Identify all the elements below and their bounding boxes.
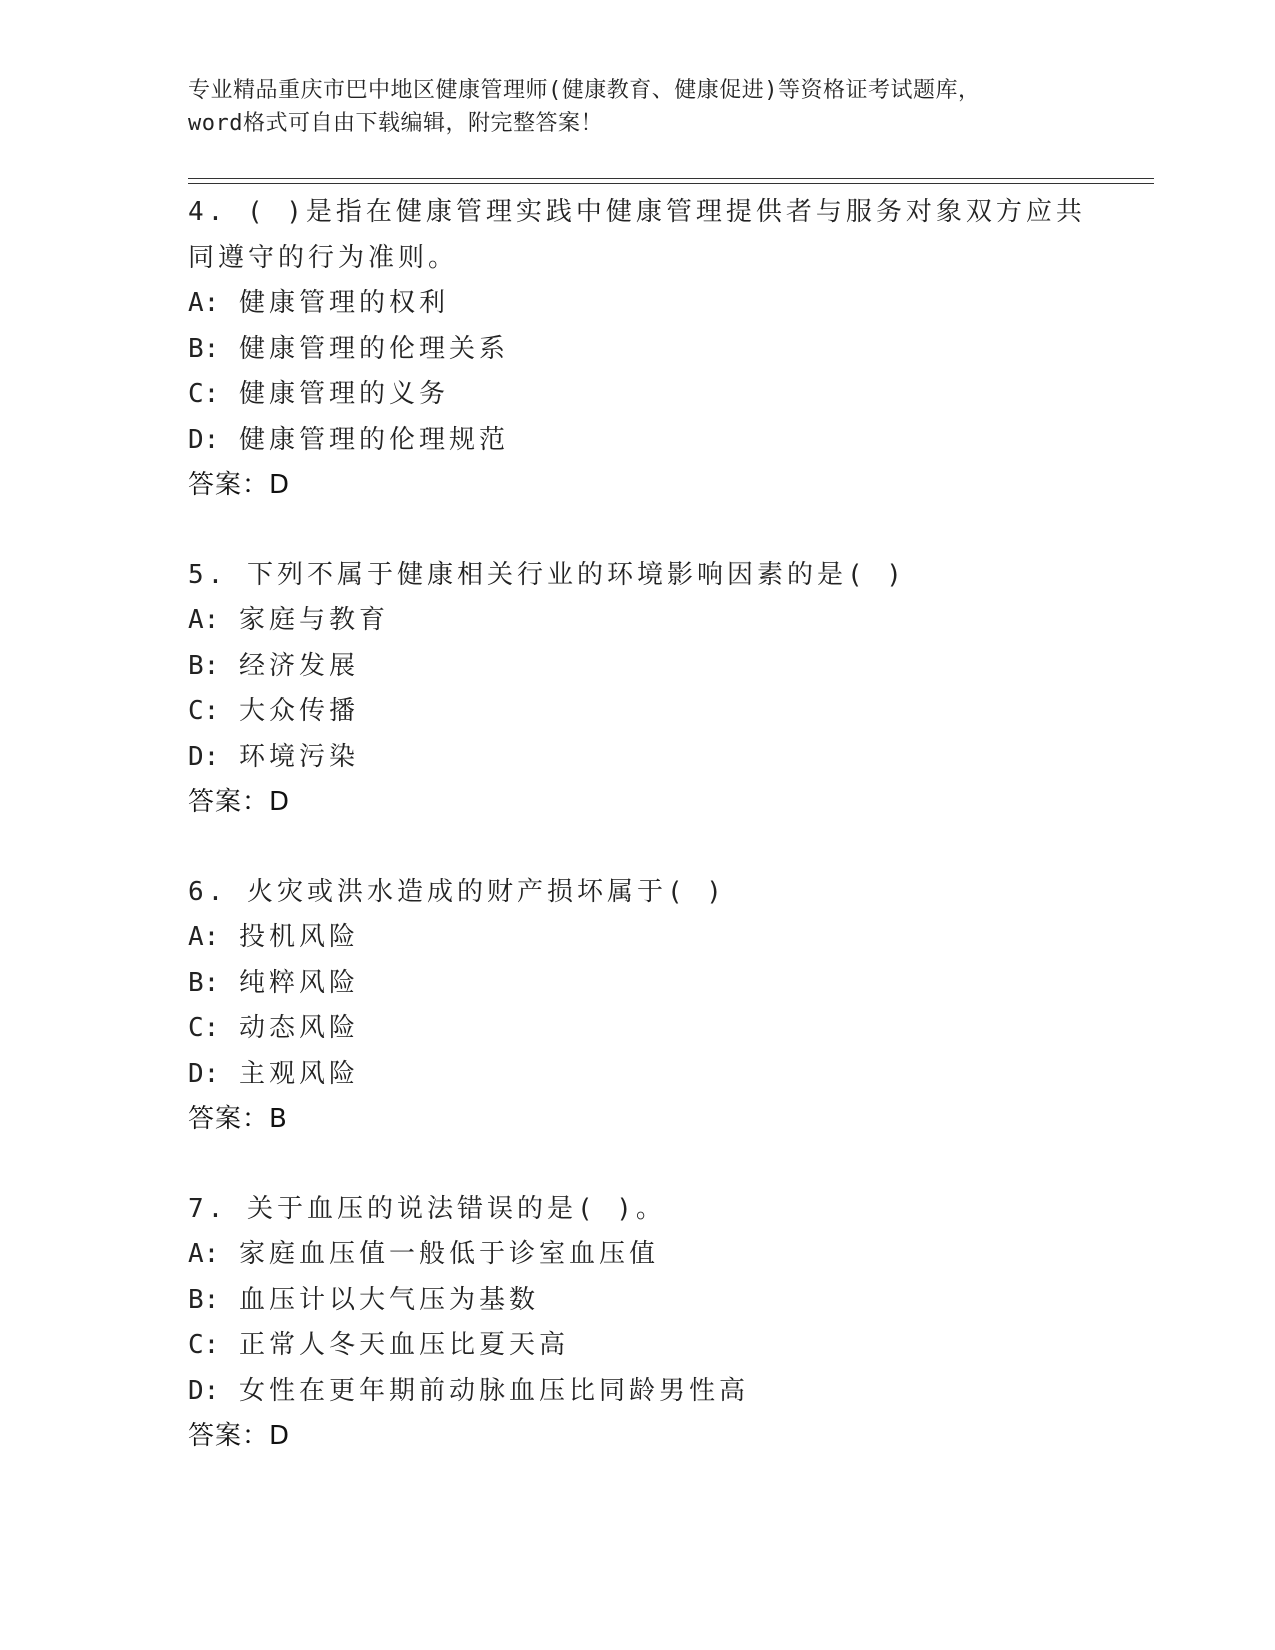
option-a xyxy=(188,281,1154,327)
option-label: A: xyxy=(188,1239,220,1269)
option-c xyxy=(188,1323,1154,1369)
option-text: 健康管理的伦理规范 xyxy=(238,424,509,455)
option-text: 主观风险 xyxy=(238,1058,359,1089)
option-text: 经济发展 xyxy=(238,650,359,681)
option-c xyxy=(188,1006,1154,1052)
answer-line: 答案：D xyxy=(188,470,291,500)
option-text: 纯粹风险 xyxy=(238,967,359,998)
question-6 xyxy=(188,870,1154,1143)
answer-line: 答案：B xyxy=(188,1104,288,1134)
option-text: 家庭血压值一般低于诊室血压值 xyxy=(238,1239,659,1269)
option-b xyxy=(188,327,1154,373)
document-header xyxy=(188,74,1088,140)
question-5 xyxy=(188,553,1154,826)
option-label: C: xyxy=(188,696,220,726)
option-text: 家庭与教育 xyxy=(238,605,389,635)
option-a xyxy=(188,598,1154,644)
option-label: A: xyxy=(188,288,220,318)
question-7 xyxy=(188,1187,1154,1460)
option-text: 大众传播 xyxy=(238,696,359,726)
option-b xyxy=(188,961,1154,1007)
option-c xyxy=(188,689,1154,735)
header-divider-top xyxy=(188,178,1154,179)
option-label: C: xyxy=(188,379,220,409)
option-a xyxy=(188,1232,1154,1278)
option-a xyxy=(188,915,1154,961)
option-label: D: xyxy=(188,1058,220,1089)
answer-line: 答案：D xyxy=(188,1421,291,1451)
option-d xyxy=(188,418,1154,464)
question-stem: 4. ( )是指在健康管理实践中健康管理提供者与服务对象双方应共 xyxy=(188,197,1086,227)
question-stem-continued: 同遵守的行为准则。 xyxy=(188,242,459,273)
answer-line: 答案：D xyxy=(188,787,291,817)
header-line-2: word格式可自由下载编辑，附完整答案！ xyxy=(188,111,603,136)
question-stem: 5. 下列不属于健康相关行业的环境影响因素的是( ) xyxy=(188,559,906,590)
option-label: B: xyxy=(188,967,220,998)
option-b xyxy=(188,1278,1154,1324)
question-stem: 7. 关于血压的说法错误的是( )。 xyxy=(188,1193,666,1224)
option-label: C: xyxy=(188,1330,220,1360)
question-list xyxy=(188,190,1154,1504)
option-text: 动态风险 xyxy=(238,1013,359,1043)
question-stem: 6. 火灾或洪水造成的财产损坏属于( ) xyxy=(188,876,726,907)
option-label: D: xyxy=(188,424,220,455)
option-text: 女性在更年期前动脉血压比同龄男性高 xyxy=(238,1375,749,1406)
option-b xyxy=(188,644,1154,690)
question-4 xyxy=(188,190,1154,509)
option-text: 健康管理的权利 xyxy=(238,288,449,318)
option-label: B: xyxy=(188,650,220,681)
option-d xyxy=(188,735,1154,781)
option-label: D: xyxy=(188,1375,220,1406)
option-label: B: xyxy=(188,1284,220,1315)
option-text: 环境污染 xyxy=(238,741,359,772)
option-label: C: xyxy=(188,1013,220,1043)
option-c xyxy=(188,372,1154,418)
option-text: 血压计以大气压为基数 xyxy=(238,1284,539,1315)
option-d xyxy=(188,1052,1154,1098)
option-d xyxy=(188,1369,1154,1415)
option-text: 健康管理的义务 xyxy=(238,379,449,409)
option-label: A: xyxy=(188,922,220,952)
header-divider-bottom xyxy=(188,183,1154,184)
option-text: 正常人冬天血压比夏天高 xyxy=(238,1330,569,1360)
option-text: 投机风险 xyxy=(238,922,359,952)
option-label: D: xyxy=(188,741,220,772)
option-label: A: xyxy=(188,605,220,635)
header-line-1: 专业精品重庆市巴中地区健康管理师(健康教育、健康促进)等资格证考试题库， xyxy=(188,78,981,103)
option-text: 健康管理的伦理关系 xyxy=(238,333,509,364)
option-label: B: xyxy=(188,333,220,364)
